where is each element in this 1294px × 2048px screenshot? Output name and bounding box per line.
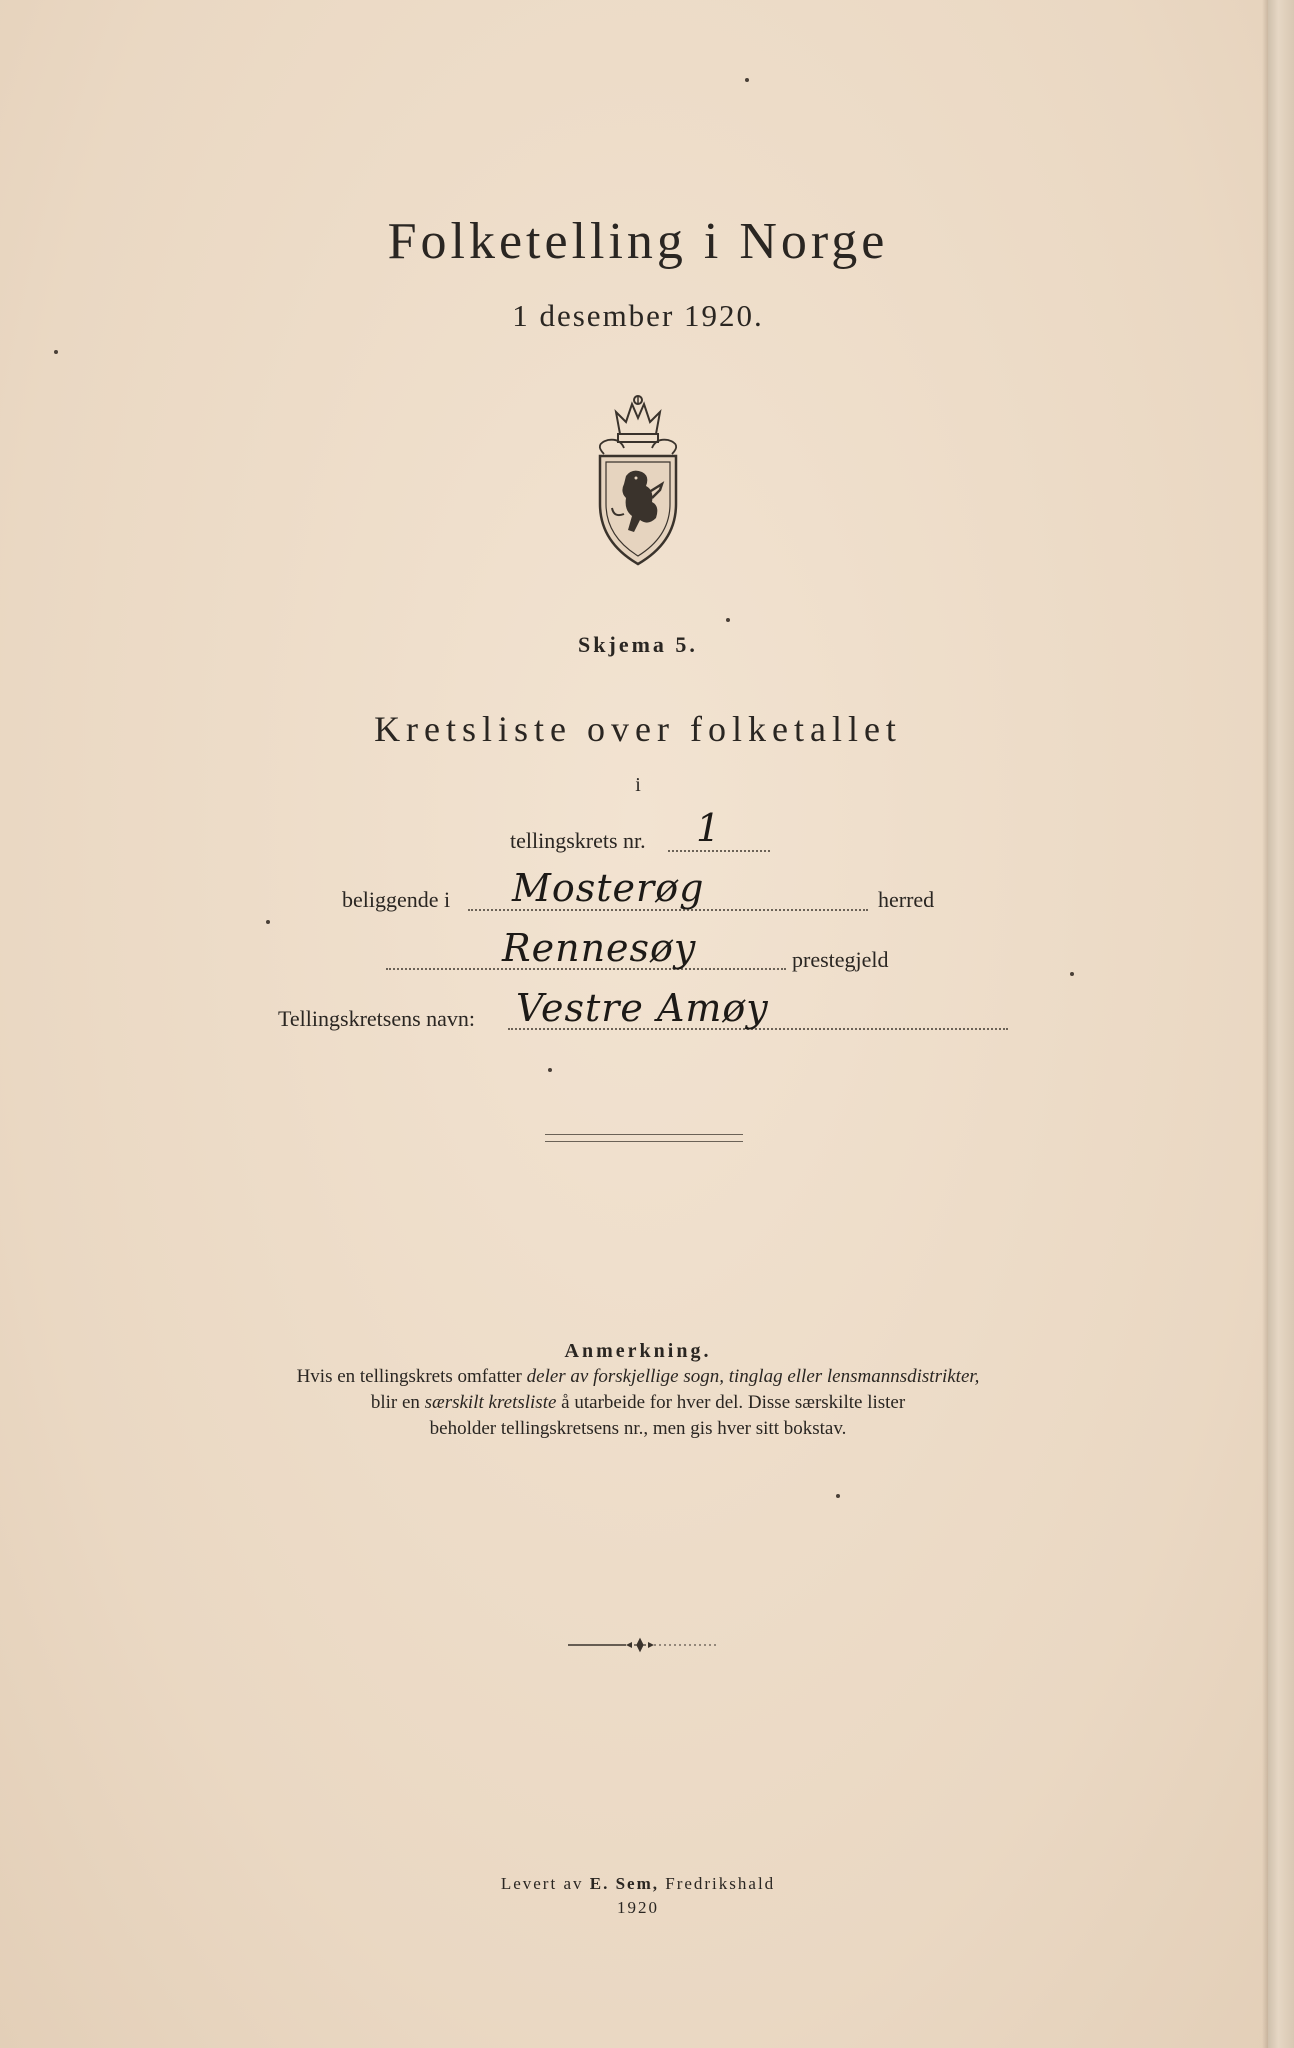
- tellingskrets-line: [668, 850, 770, 852]
- census-date: 1 desember 1920.: [512, 298, 764, 333]
- note-line-2-text-b: å utarbeide for hver del. Disse særskilte lister: [556, 1392, 906, 1413]
- tellingskrets-label: tellingskrets nr.: [510, 828, 646, 853]
- herred-prefix-label: beliggende i: [342, 887, 451, 912]
- paper-speck: [1070, 972, 1074, 976]
- note-line-1-emphasis: deler av forskjellige sogn, tinglag eller lensmannsdistrikter,: [526, 1366, 980, 1387]
- prestegjeld-suffix-label: prestegjeld: [792, 947, 889, 972]
- printer-place: Fredrikshald: [658, 1874, 776, 1893]
- printer-year: 1920: [617, 1898, 659, 1917]
- note-line-1-text: Hvis en tellingskrets omfatter: [296, 1366, 527, 1387]
- herred-value: Mosterøg: [512, 866, 705, 910]
- note-line-3: beholder tellingskretsens nr., men gis hver sitt bokstav.: [429, 1418, 847, 1439]
- paper-speck: [266, 920, 270, 924]
- printer-name: E. Sem,: [589, 1874, 659, 1893]
- document-title: Folketelling i Norge: [387, 213, 889, 270]
- tellingskrets-value: 1: [696, 806, 722, 850]
- paper-speck: [836, 1494, 840, 1498]
- form-heading: Kretsliste over folketallet: [374, 709, 902, 749]
- note-line-2-emphasis: særskilt kretsliste: [424, 1392, 557, 1413]
- underlying-page-edge: [1268, 0, 1294, 2048]
- note-line-1: [0, 1366, 1276, 1388]
- note-line-2: [0, 1392, 1276, 1414]
- paper-speck: [745, 78, 749, 82]
- paper-speck: [726, 618, 730, 622]
- schema-number: Skjema 5.: [578, 632, 698, 657]
- kretsnavn-label: Tellingskretsens navn:: [278, 1006, 476, 1031]
- note-title: Anmerkning.: [564, 1340, 712, 1362]
- prestegjeld-value: Rennesøy: [502, 926, 697, 970]
- paper-speck: [548, 1068, 552, 1072]
- connector-word: i: [635, 774, 641, 796]
- norwegian-coat-of-arms-icon: [590, 394, 686, 566]
- printer-credit: [0, 1874, 1276, 1894]
- ornament-divider-icon: [568, 1636, 718, 1654]
- herred-suffix-label: herred: [878, 887, 935, 912]
- paper-speck: [54, 350, 58, 354]
- section-divider: [545, 1134, 743, 1142]
- printer-prefix: Levert av: [500, 1874, 590, 1893]
- kretsnavn-value: Vestre Amøy: [516, 986, 769, 1030]
- note-line-2-text-a: blir en: [370, 1392, 425, 1413]
